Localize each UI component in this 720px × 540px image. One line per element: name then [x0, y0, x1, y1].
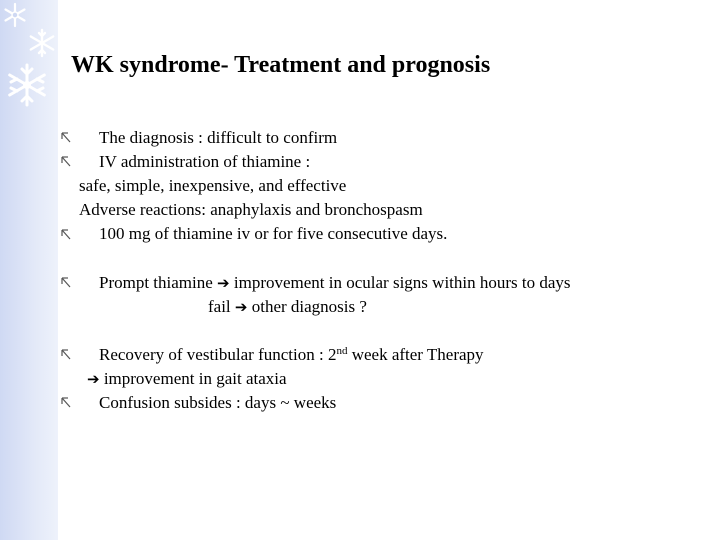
right-arrow-icon: ➔ [87, 370, 100, 388]
body-line [208, 297, 367, 317]
arrow-up-left-icon [60, 396, 72, 410]
line-text: improvement in gait ataxia [99, 369, 287, 388]
line-text: other diagnosis ? [247, 297, 367, 316]
arrow-up-left-icon [60, 348, 72, 362]
body-line [99, 345, 484, 365]
arrow-up-left-icon [60, 276, 72, 290]
line-text: Recovery of vestibular function : 2 [99, 345, 337, 364]
body-line [87, 369, 287, 389]
snowflake-icon [4, 62, 50, 108]
snowflake-icon [2, 2, 28, 28]
arrow-up-left-icon [60, 131, 72, 145]
arrow-up-left-icon [60, 228, 72, 242]
body-line: Confusion subsides : days ~ weeks [99, 393, 337, 412]
body-line: safe, simple, inexpensive, and effective [79, 176, 347, 195]
line-text: improvement in ocular signs within hours to days [229, 273, 571, 292]
arrow-up-left-icon [60, 155, 72, 169]
slide-title: WK syndrome- Treatment and prognosis [71, 52, 491, 78]
snowflake-icon [27, 28, 57, 58]
sidebar-decoration [0, 0, 58, 540]
body-line: Adverse reactions: anaphylaxis and bronchospasm [79, 200, 423, 219]
right-arrow-icon: ➔ [217, 274, 230, 292]
line-text: Prompt thiamine [99, 273, 218, 292]
body-line: IV administration of thiamine : [99, 152, 311, 171]
body-line: 100 mg of thiamine iv or for five consecutive days. [99, 224, 448, 243]
line-text: fail [208, 297, 235, 316]
body-line: The diagnosis : difficult to confirm [99, 128, 338, 147]
right-arrow-icon: ➔ [234, 298, 248, 316]
line-text: week after Therapy [347, 345, 484, 364]
body-line [99, 273, 571, 293]
superscript-text: nd [336, 345, 348, 357]
